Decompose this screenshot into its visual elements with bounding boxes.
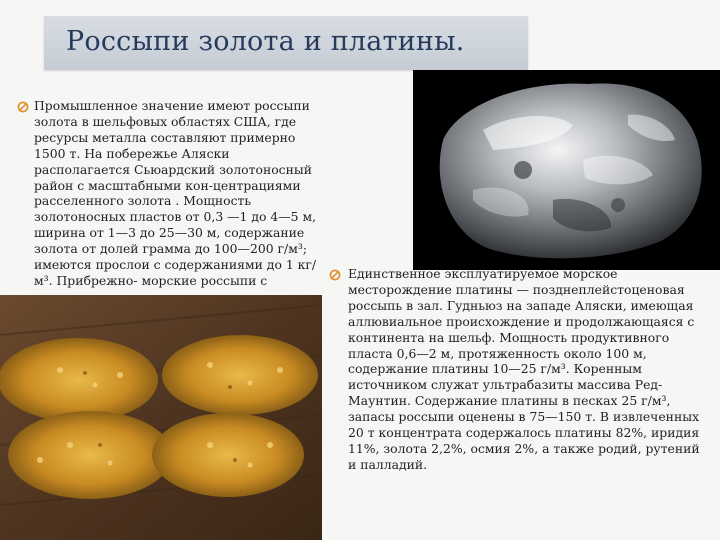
right-bullet-text: Единственное эксплуатируемое морское месторождение платины — позднеплейстоценовая россыпь в зал. Гудньюз на западе Аляски, имеющая аллювиальное происхождение и продолжающаяся с континента на шельф. Мощность продуктивного пласта 0,6—2 м, протяженность около 100 м, содержание платины 10—25 г/м³. Коренным источником служат ультрабазиты массива Ред-Маунтин. Содержание платины в песках 25 г/м³, запасы россыпи оценены в 75—150 т. В извлеченных 20 т концентрата содержалось платины 82%, иридия 11%, золота 2,2%, осмия 2%, а также родий, рутений и палладий. <box>348 266 700 472</box>
bullet-icon <box>329 269 341 281</box>
platinum-nugget-photo <box>413 70 720 270</box>
title-bar <box>44 16 528 70</box>
left-bullet-text: Промышленное значение имеют россыпи золота в шельфовых областях США, где ресурсы металла составляют примерно 1500 т. На побережье Аляски располагается Сьюардский золотоносный район с масштабными кон-центрациями расселенного золота . Мощность золотоносных пластов от 0,3 —1 до 4—5 м, ширина от 1—3 до 25—30 м, содержание золота от долей грамма до 100—200 г/м³; имеются прослои с содержаниями до 1 кг/м³. Прибрежно- морские россыпи с <box>34 98 317 288</box>
gold-nuggets-photo <box>0 295 322 540</box>
bullet-icon <box>17 101 29 113</box>
slide-title: Россыпи золота и платины. <box>66 26 465 57</box>
